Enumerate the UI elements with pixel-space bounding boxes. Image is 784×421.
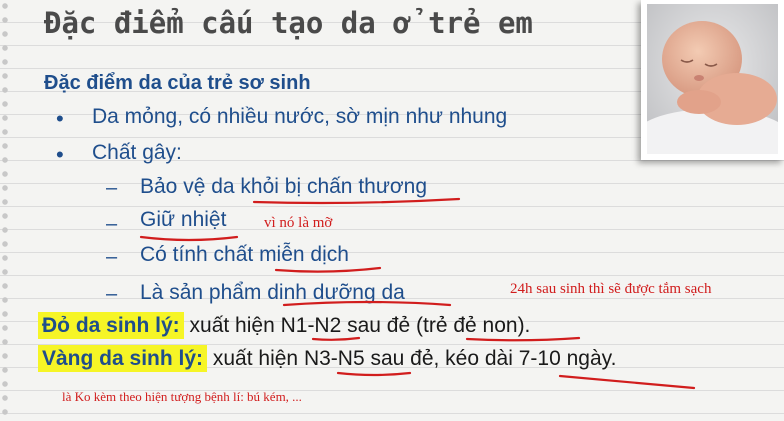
- underline-chan-thuong: [254, 199, 459, 203]
- newborn-photo: [641, 0, 784, 160]
- red-blush-label: Đỏ da sinh lý:: [38, 312, 184, 339]
- bullet-marker: •: [56, 106, 64, 131]
- underline-n3-n5: [338, 373, 410, 375]
- underline-n1-n2: [313, 338, 359, 340]
- sub-item: Giữ nhiệt: [140, 208, 227, 231]
- annotation-bath-note: 24h sau sinh thì sẽ được tắm sạch: [510, 281, 712, 297]
- page-title: Đặc điểm cấu tạo da ở trẻ em: [44, 6, 533, 40]
- dash-marker: –: [106, 283, 118, 305]
- sub-item: Là sản phẩm dinh dưỡng da: [140, 281, 405, 304]
- underline-giu-nhiet: [141, 237, 237, 240]
- jaundice-label: Vàng da sinh lý:: [38, 345, 207, 372]
- underline-tre-de-non: [467, 338, 579, 340]
- sub-item: Bảo vệ da khỏi bị chấn thương: [140, 175, 428, 198]
- underline-7-10-ngay: [560, 376, 694, 388]
- section-heading: Đặc điểm da của trẻ sơ sinh: [44, 72, 311, 94]
- jaundice-line: [38, 347, 616, 371]
- sleeping-baby-image: [647, 4, 778, 154]
- underline-mien-dich: [276, 268, 380, 272]
- notebook-spiral: [0, 0, 12, 421]
- bullet-item: Chất gây:: [92, 141, 182, 164]
- annotation-fat-note: vì nó là mỡ: [264, 215, 333, 231]
- red-blush-text: xuất hiện N1-N2 sau đẻ (trẻ đẻ non).: [189, 314, 531, 337]
- bullet-item: Da mỏng, có nhiều nước, sờ mịn như nhung: [92, 105, 508, 128]
- sub-item: Có tính chất miễn dịch: [140, 243, 349, 266]
- dash-marker: –: [106, 246, 118, 268]
- dash-marker: –: [106, 213, 118, 235]
- annotation-bottom-note: là Ko kèm theo hiện tượng bệnh lí: bú kém, ...: [62, 389, 302, 404]
- red-blush-line: [38, 314, 530, 338]
- dash-marker: –: [106, 177, 118, 199]
- bullet-marker: •: [56, 142, 64, 167]
- jaundice-text: xuất hiện N3-N5 sau đẻ, kéo dài 7-10 ngày.: [212, 347, 617, 370]
